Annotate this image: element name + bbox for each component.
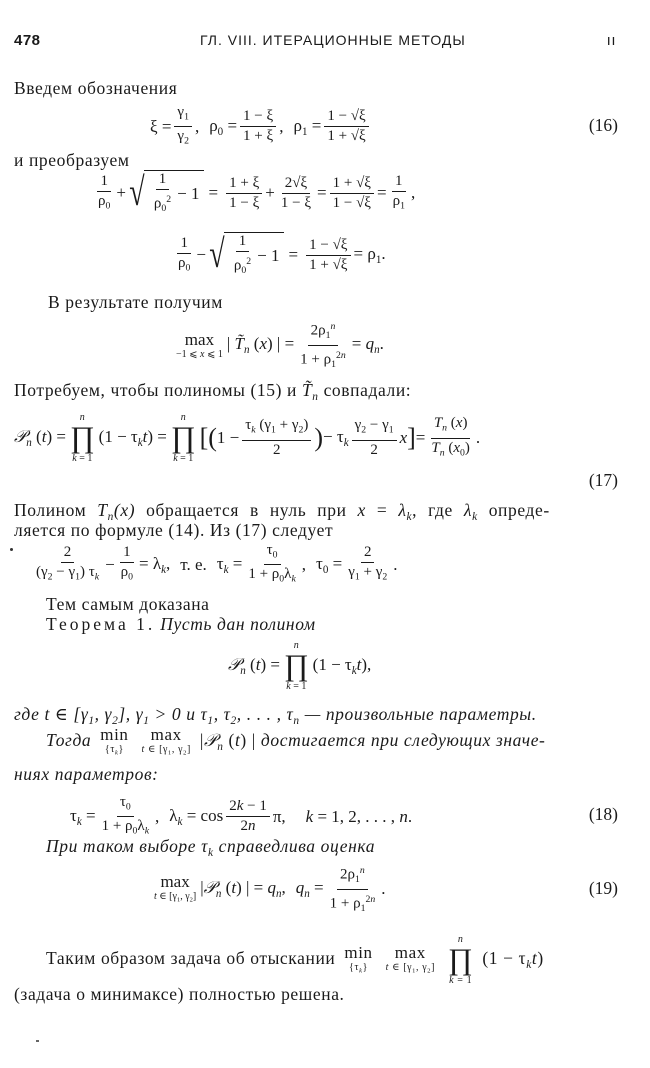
paragraph-then: Тогда min $\{\tau_k\}$ max t ∈ [$\gamma_1$, $\gamma_2$] |𝒫$_n$ (t) | достигается при следующих значе- (46, 725, 546, 757)
print-speck (36, 1040, 39, 1042)
equation-number-18: (18) (588, 804, 618, 824)
paragraph-proved: Тем самым доказана (46, 594, 210, 614)
page-number: 478 (14, 32, 41, 49)
equation-transform-2: 1 $\rho_0$ − √ 1 $\rho_0^2$ − 1 = $\frac{1 - √\xi}{1 + √\xi}$ = $\rho_1$. (172, 232, 386, 279)
require-tail: совпадали: (323, 380, 412, 400)
equation-16: ξ = $\frac{\gamma_1}{\gamma_2}$ , $\rho_0$ = $\frac{1 - \xi}{1 + \xi}$ , $\rho_1$ = $\frac{1 - √\xi}{1 + √\xi}$ (150, 104, 372, 150)
theorem-text: Пусть дан полином (160, 614, 316, 634)
equation-transform-1: 1 $\rho_0$ + √ 1 $\rho_0^2$ − 1 = $\frac{1 + \xi}{1 - \xi}$ + $\frac{2√\xi}{1 - \xi}$ = $\frac{1 + √\xi}{1 - √\xi}$ = $\frac{1}{\rho_1}$ , (92, 170, 415, 217)
theorem-heading (46, 614, 316, 635)
paragraph-where: где t ∈ [$\gamma_1$, $\gamma_2$], $\gamma_1 > 0$ и $\tau_1$, $\tau_2$, . . . , $\tau_n$ — произвольные параметры. (14, 704, 537, 727)
paragraph-intro: Введем обозначения (14, 78, 178, 98)
equation-lambda: 2 $(\gamma_2 - \gamma_1)$ $\tau_k$ − $\frac{1}{\rho_0}$ = $\lambda_k$, т. е. $\tau_k$ = $\frac{\tau_0}{1 + \rho_0\lambda_k}$ , $\tau_0$ = $\frac{2}{\gamma_1 + \gamma_2}$ . (36, 542, 398, 585)
paragraph-minimax: (задача о минимаксе) полностью решена. (14, 984, 345, 1004)
equation-number-17: (17) (588, 470, 618, 490)
running-head: ГЛ. VIII. ИТЕРАЦИОННЫЕ МЕТОДЫ (200, 32, 466, 48)
equation-polynomial-product: 𝒫$_n$ (t) = n ∏ k = 1 $(1 - \tau_kt)$, (228, 640, 372, 692)
equation-17: 𝒫$_n$ (t) = n ∏ k = 1 $(1 - \tau_kt)$ = n ∏ k = 1 [( 1 − $\frac{\tau_k (\gamma_1 + \gamma_2)}{2}$ ) − $\tau_k$ $\gamma_2 - \gamma_1$ 2 x ] = $\frac{T_n (x)}{T_n (x_0)}$ . (14, 412, 481, 464)
paragraph-result: В результате получим (48, 292, 223, 312)
equation-18: $\tau_k$ = $\frac{\tau_0}{1 + \rho_0\lambda_k}$ , $\lambda_k = \cos$ 2k − 1 2n π, k = 1, 2, . . . , n. (70, 794, 413, 837)
paragraph-polynomial: Полином $T_n(x)$ обращается в нуль при $x = \lambda_k$, где $\lambda_k$ опреде- (14, 500, 550, 523)
equation-19: max t ∈ [$\gamma_1$, $\gamma_2$] |𝒫$_n$ (t) | = $q_n$, $q_n$ = $\frac{2\rho_1^n}{1 + \rho_1^{2n}}$ . (150, 862, 385, 917)
equation-number-19: (19) (588, 878, 618, 898)
require-text: Потребуем, чтобы полиномы (15) и (14, 380, 297, 400)
corner-mark: ıı (606, 32, 616, 49)
te-text: т. е. (180, 554, 207, 574)
theorem-label: Теорема 1. (46, 614, 156, 634)
paragraph-transform: и преобразуем (14, 150, 130, 170)
paragraph-estimate: При таком выборе $\tau_k$ справедлива оценка (46, 836, 376, 859)
paragraph-require: Потребуем, чтобы полиномы (15) и $T̃_n$ совпадали: (14, 380, 412, 403)
equation-max-chebyshev: max −1 ⩽ x ⩽ 1 | $T̃_n$ (x) | = $\frac{2\rho_1^n}{1 + \rho_1^{2n}}$ = $q_n$. (172, 318, 384, 373)
paragraph-polynomial-cont: ляется по формуле (14). Из (17) следует (14, 520, 334, 540)
margin-dot (10, 548, 13, 551)
paragraph-conclusion: Таким образом задача об отыскании min $\{\tau_k\}$ max t ∈ [$\gamma_1$, $\gamma_2$] n ∏ k = 1 $(1 - \tau_kt)$ (46, 934, 544, 986)
paragraph-params: ниях параметров: (14, 764, 159, 784)
equation-number-16: (16) (588, 115, 618, 135)
